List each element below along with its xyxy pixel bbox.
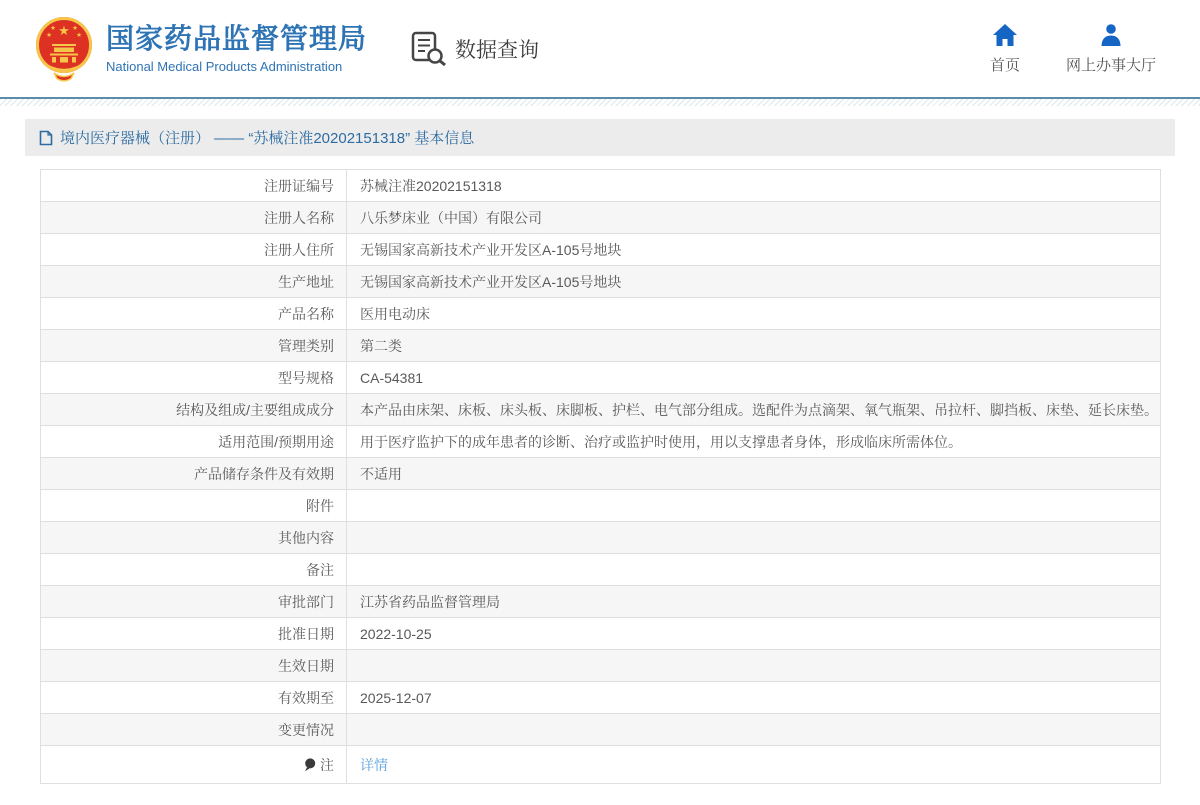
row-label-text: 审批部门: [278, 593, 334, 610]
row-label: [41, 234, 347, 265]
table-row: [41, 202, 1160, 234]
row-value-text: 2025-12-07: [360, 689, 432, 706]
svg-text:★: ★: [46, 31, 52, 39]
row-value-text: 苏械注准20202151318: [360, 177, 502, 194]
table-row: [41, 298, 1160, 330]
table-row: [41, 714, 1160, 746]
row-value: [347, 554, 1160, 585]
row-value: [347, 266, 1160, 297]
row-value-text: 八乐梦床业（中国）有限公司: [360, 209, 542, 226]
row-value: [347, 522, 1160, 553]
svg-text:★: ★: [50, 24, 56, 32]
table-row: [41, 682, 1160, 714]
table-row: [41, 234, 1160, 266]
table-row: [41, 554, 1160, 586]
row-value: [347, 362, 1160, 393]
data-query-icon: [411, 31, 447, 66]
row-value: [347, 394, 1160, 425]
row-value: [347, 746, 1160, 783]
svg-text:★: ★: [76, 31, 82, 39]
row-value: [347, 298, 1160, 329]
row-label-text: 备注: [306, 561, 334, 578]
row-label: [41, 554, 347, 585]
row-label: [41, 266, 347, 297]
row-label-text: 变更情况: [278, 721, 334, 738]
row-label-text: 附件: [306, 497, 334, 514]
nav-home[interactable]: [990, 23, 1020, 75]
row-value: [347, 490, 1160, 521]
row-value: [347, 682, 1160, 713]
table-row: [41, 170, 1160, 202]
row-value: [347, 618, 1160, 649]
row-label-text: 批准日期: [278, 625, 334, 642]
row-label-text: 产品名称: [278, 305, 334, 322]
row-label-text: 型号规格: [278, 369, 334, 386]
row-label-text: 产品储存条件及有效期: [194, 465, 334, 482]
table-row: [41, 266, 1160, 298]
site-header: [0, 0, 1200, 97]
info-table: [40, 169, 1161, 784]
row-value: [347, 426, 1160, 457]
row-label-text: 适用范围/预期用途: [218, 433, 334, 450]
table-row: [41, 618, 1160, 650]
user-icon: [1099, 23, 1123, 47]
svg-text:★: ★: [58, 22, 70, 38]
row-label: [41, 202, 347, 233]
row-value: [347, 714, 1160, 745]
table-row: [41, 330, 1160, 362]
table-row: [41, 394, 1160, 426]
row-label-text: 注册人名称: [264, 209, 334, 226]
row-value: [347, 202, 1160, 233]
row-label-text: 有效期至: [278, 689, 334, 706]
details-link[interactable]: 详情: [360, 756, 388, 773]
row-value-text: 本产品由床架、床板、床头板、床脚板、护栏、电气部分组成。选配件为点滴架、氧气瓶架、吊拉杆、脚挡板、床垫、延长床垫。: [360, 401, 1158, 418]
data-query-section[interactable]: [411, 31, 539, 66]
row-value-text: CA-54381: [360, 369, 424, 386]
row-label-text: 注: [320, 756, 334, 773]
row-label: [41, 458, 347, 489]
row-value-text: 2022-10-25: [360, 625, 432, 642]
table-row: [41, 586, 1160, 618]
svg-text:★: ★: [72, 24, 78, 32]
row-label: [41, 426, 347, 457]
row-label: [41, 522, 347, 553]
nav-home-label: 首页: [989, 56, 1020, 74]
data-query-label: 数据查询: [455, 38, 540, 62]
national-emblem-logo: [33, 14, 95, 84]
row-label: [41, 650, 347, 681]
row-label: [41, 170, 347, 201]
row-label-text: 其他内容: [278, 529, 334, 546]
document-icon: [39, 130, 53, 146]
agency-brand: [33, 14, 367, 84]
table-row: [41, 490, 1160, 522]
table-row: [41, 522, 1160, 554]
table-row: [41, 362, 1160, 394]
agency-name-cn: 国家药品监督管理局: [106, 23, 368, 55]
table-row: [41, 650, 1160, 682]
note-pin-icon: [304, 758, 316, 772]
row-value-text: 无锡国家高新技术产业开发区A-105号地块: [360, 273, 622, 290]
row-value: [347, 330, 1160, 361]
row-value: [347, 586, 1160, 617]
row-label-text: 结构及组成/主要组成成分: [176, 401, 334, 418]
agency-name-en: National Medical Products Administration: [106, 58, 343, 74]
row-label: [41, 330, 347, 361]
row-label: [41, 394, 347, 425]
row-value-text: 江苏省药品监督管理局: [360, 593, 500, 610]
row-value: [347, 650, 1160, 681]
row-value-text: 无锡国家高新技术产业开发区A-105号地块: [360, 241, 622, 258]
table-row: [41, 426, 1160, 458]
row-label: [41, 362, 347, 393]
nav-service-hall-label: 网上办事大厅: [1065, 56, 1156, 74]
nav-service-hall[interactable]: [1066, 23, 1156, 75]
row-label-text: 注册证编号: [264, 177, 334, 194]
row-label: [41, 618, 347, 649]
home-icon: [992, 23, 1018, 47]
table-row: [41, 746, 1160, 783]
page-title: 境内医疗器械（注册） —— “苏械注准20202151318” 基本信息: [60, 130, 475, 147]
row-label: [41, 490, 347, 521]
row-value: [347, 458, 1160, 489]
row-value-text: 医用电动床: [360, 305, 430, 322]
row-label-text: 生产地址: [278, 273, 334, 290]
row-label: [41, 586, 347, 617]
row-value-text: 用于医疗监护下的成年患者的诊断、治疗或监护时使用，用以支撑患者身体，形成临床所需体位。: [360, 433, 962, 450]
row-label-text: 生效日期: [278, 657, 334, 674]
header-divider-hatch: [0, 99, 1200, 106]
row-label: [41, 714, 347, 745]
table-row: [41, 458, 1160, 490]
row-label: [41, 682, 347, 713]
row-label: [41, 746, 347, 783]
row-value: [347, 234, 1160, 265]
top-nav: [990, 23, 1156, 75]
row-label-text: 注册人住所: [264, 241, 334, 258]
row-value-text: 第二类: [360, 337, 402, 354]
breadcrumb: [25, 119, 1175, 156]
row-value-text: 不适用: [360, 465, 402, 482]
row-value: [347, 170, 1160, 201]
row-label: [41, 298, 347, 329]
row-label-text: 管理类别: [278, 337, 334, 354]
